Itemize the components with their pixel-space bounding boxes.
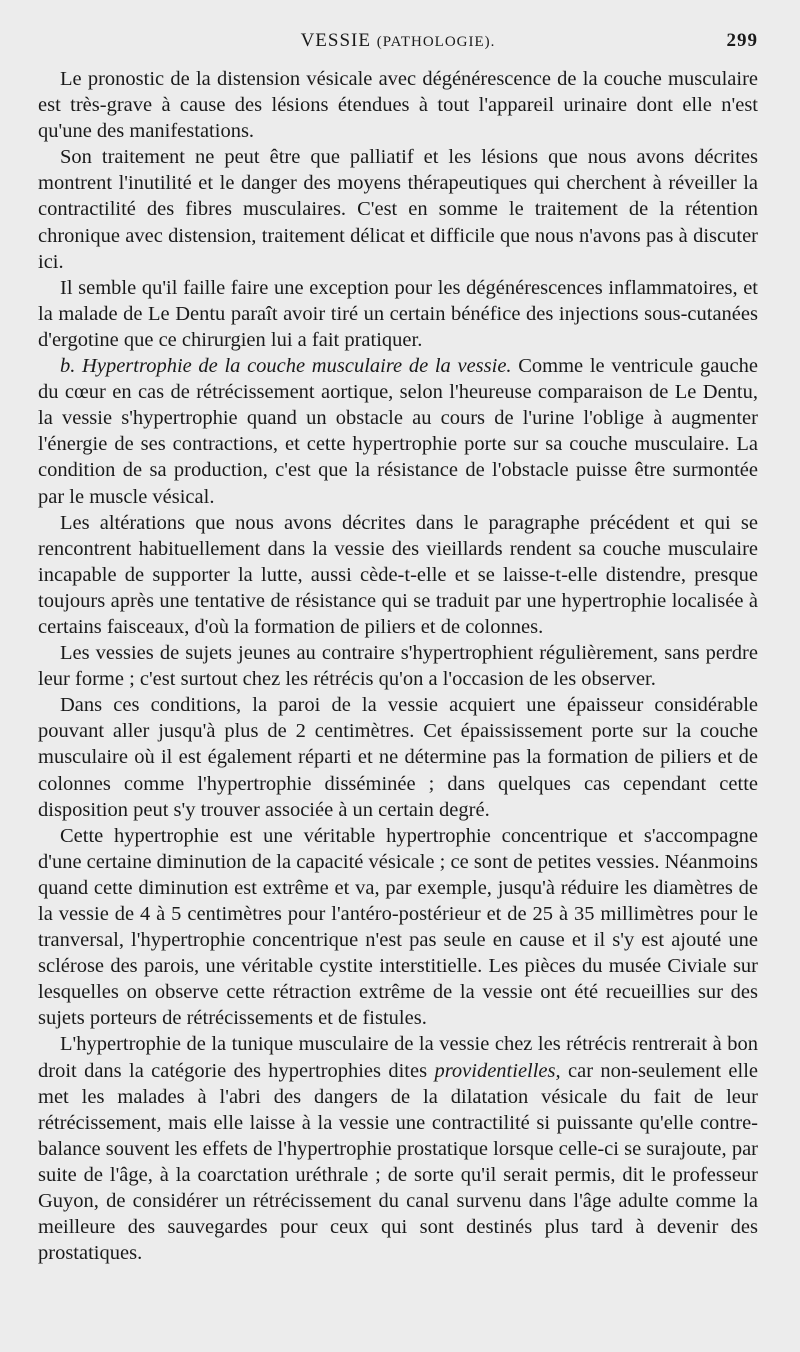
paragraph-traitement: Son traitement ne peut être que palliatif et les lésions que nous avons décrites montrent l'inutilité et le danger des moyens thérapeutiques qui cherchent à réveiller la contractilité des fibres musculaires. C'est en somme le traitement de la rétention chronique avec distension, traitement délicat et difficile que nous n'avons pas à discuter ici. (38, 146, 758, 273)
paragraph-alterations: Les altérations que nous avons décrites dans le paragraphe précédent et qui se rencontrent habituellement dans la vessie des vieillards rendent sa couche musculaire incapable de supporter la lutte, aussi cède-t-elle et se laisse-t-elle distendre, presque toujours après une tentative de résistance qui se traduit par une hypertrophie localisée à certains faisceaux, d'où la formation de piliers et de colonnes. (38, 511, 758, 638)
section-name: PATHOLOGIE (382, 34, 485, 50)
paragraph-exception: Il semble qu'il faille faire une exception pour les dégénérescences inflammatoires, et la malade de Le Dentu paraît avoir tiré un certain bénéfice des injections sous-cutanées d'ergotine que ce chirurgien lui a fait pratiquer. (38, 276, 758, 351)
paragraph-conditions: Dans ces conditions, la paroi de la vessie acquiert une épaisseur considérable pouvant aller jusqu'à plus de 2 centimètres. Cet épaississement porte sur la couche musculaire où il est également réparti et ne détermine pas la formation de piliers et de colonnes comme l'hypertrophie disséminée ; dans quelques cas cependant cette disposition peut s'y trouver associée à un certain degré. (38, 694, 758, 821)
paragraph-vessies-jeunes: Les vessies de sujets jeunes au contraire s'hypertrophient régulièrement, sans perdre leur forme ; c'est surtout chez les rétrécis qu'on a l'occasion de les observer. (38, 642, 758, 691)
paragraph-providentielles: L'hypertrophie de la tunique musculaire de la vessie chez les rétrécis rentrerait à bon droit dans la catégorie des hypertrophies dites providentielles, car non-seulement elle met les malades à l'abri des dangers de la dilatation vésicale du fait de leur rétrécissement, mais elle laisse à la vessie une contractilité si puissante qu'elle contre-balance souvent les effets de l'hypertrophie prostatique lorsque celle-ci se surajoute, par suite de l'âge, à la coarctation uréthrale ; de sorte qu'il serait permis, dit le professeur Guyon, de considérer un rétrécissement du canal survenu dans l'âge adulte comme la meilleure des sauvegardes pour ceux qui sont destinés plus tard à devenir des prostatiques. (38, 1033, 758, 1265)
paragraph-hypertrophie-heading: b. Hypertrophie de la couche musculaire de la vessie. Comme le ventricule gauche du cœur en cas de rétrécissement aortique, selon l'heureuse comparaison de Le Dentu, la vessie s'hypertrophie quand un obstacle au cours de l'urine l'oblige à augmenter l'énergie de ses contractions, et cette hypertrophie porte sur sa couche musculaire. La condition de sa production, c'est que la résistance de l'obstacle puisse être surmontée par le muscle vésical. (38, 355, 759, 508)
running-title: VESSIE (PATHOLOGIE). (300, 30, 496, 51)
section-lead: b. Hypertrophie de la couche musculaire de la vessie. (60, 355, 512, 378)
page-number: 299 (726, 30, 758, 51)
running-header (38, 30, 758, 66)
paragraph-concentrique: Cette hypertrophie est une véritable hypertrophie concentrique et s'accompagne d'une certaine diminution de la capacité vésicale ; ce sont de petites vessies. Néanmoins quand cette diminution est extrême et va, par exemple, jusqu'à réduire les diamètres de la vessie de 4 à 5 centimètres pour l'antéro-postérieur et de 25 à 35 millimètres pour le tranversal, l'hypertrophie concentrique n'est pas seule en cause et il s'y est ajouté une sclérose des parois, une véritable cystite interstitielle. Les pièces du musée Civiale sur lesquelles on observe cette rétraction extrême de la vessie ont été recueillies sur des sujets porteurs de rétrécissements et de fistules. (38, 824, 758, 1030)
paragraph-pronostic: Le pronostic de la distension vésicale avec dégénérescence de la couche musculaire est très-grave à cause des lésions étendues à tout l'appareil urinaire dont elle n'est qu'une des manifestations. (38, 68, 758, 143)
italic-term: providentielles, (434, 1059, 561, 1082)
